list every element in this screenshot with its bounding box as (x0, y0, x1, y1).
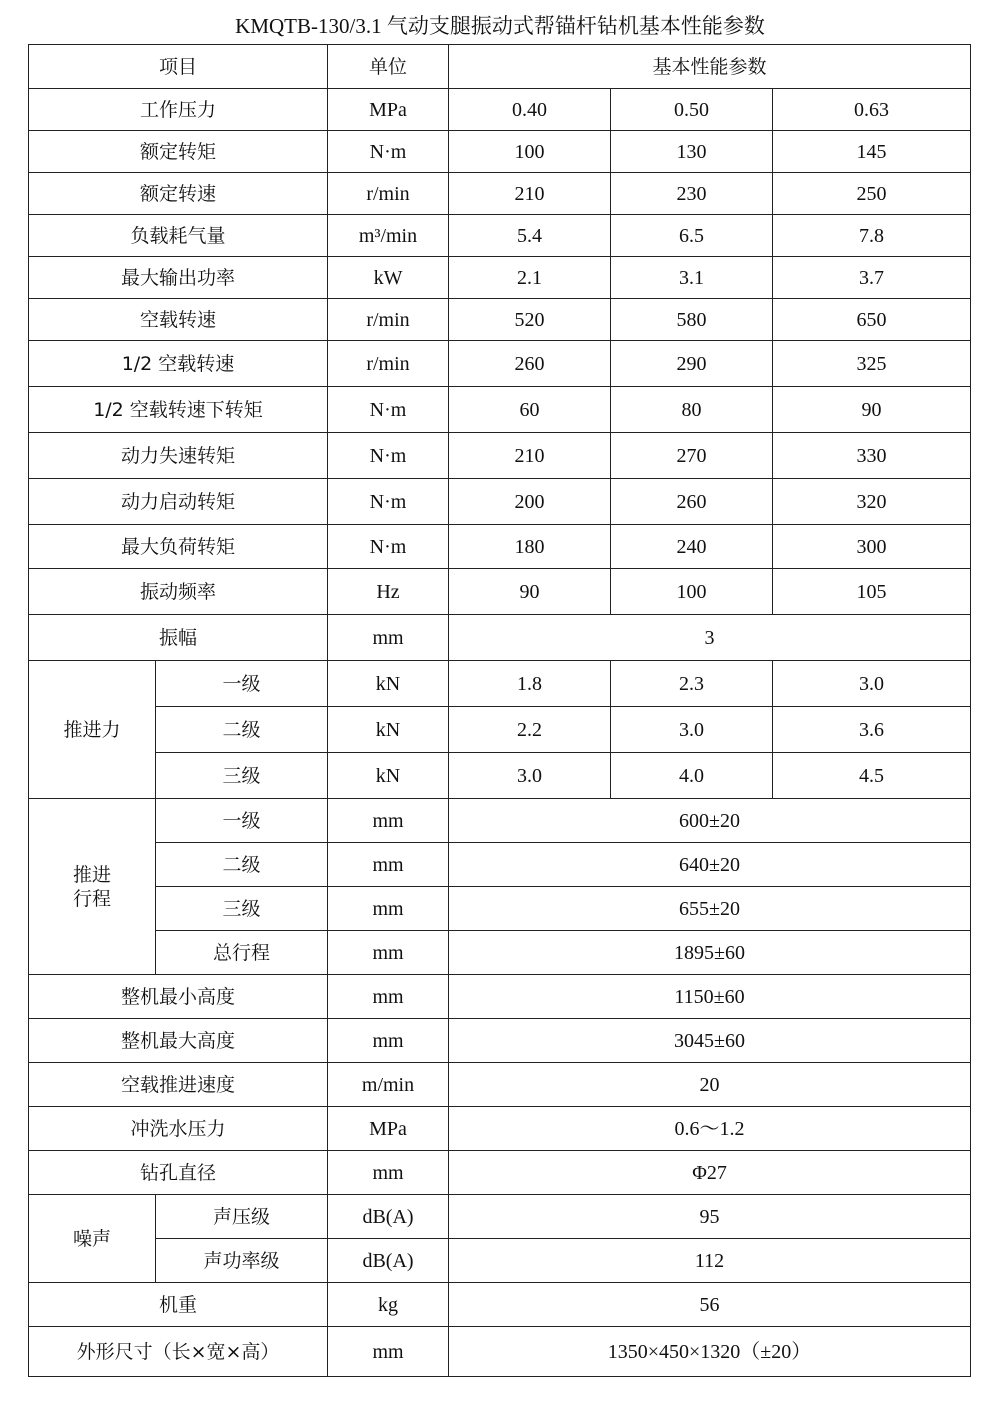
table-row (29, 1283, 971, 1327)
table-row (29, 843, 971, 887)
stroke-group-label-line2: 行程 (72, 887, 111, 910)
row-name: 动力启动转矩 (29, 479, 328, 525)
noise-group-label: 噪声 (29, 1195, 156, 1283)
row-value-3: 0.63 (773, 89, 971, 131)
row-unit: mm (328, 1151, 449, 1195)
row-sub-name: 一级 (156, 661, 328, 707)
row-value-1: 210 (449, 433, 611, 479)
table-row (29, 615, 971, 661)
row-name: 外形尺寸（长×宽×高） (29, 1327, 328, 1377)
row-unit: dB(A) (328, 1195, 449, 1239)
row-unit: mm (328, 1327, 449, 1377)
row-name: 工作压力 (29, 89, 328, 131)
row-unit: kW (328, 257, 449, 299)
row-name: 额定转矩 (29, 131, 328, 173)
row-sub-name: 二级 (156, 707, 328, 753)
row-value: 1895±60 (449, 931, 971, 975)
row-value-1: 90 (449, 569, 611, 615)
row-unit: N·m (328, 433, 449, 479)
table-row (29, 975, 971, 1019)
row-name: 整机最小高度 (29, 975, 328, 1019)
row-value-1: 210 (449, 173, 611, 215)
row-value-2: 100 (611, 569, 773, 615)
spec-table (28, 44, 971, 1377)
row-value-1: 2.1 (449, 257, 611, 299)
row-name: 1/2 空载转速下转矩 (29, 387, 328, 433)
row-unit: kN (328, 661, 449, 707)
row-name: 额定转速 (29, 173, 328, 215)
row-name: 最大负荷转矩 (29, 525, 328, 569)
table-row (29, 131, 971, 173)
row-sub-name: 一级 (156, 799, 328, 843)
row-value-1: 2.2 (449, 707, 611, 753)
row-value-1: 200 (449, 479, 611, 525)
row-value-3: 4.5 (773, 753, 971, 799)
row-value-2: 2.3 (611, 661, 773, 707)
row-value-3: 3.7 (773, 257, 971, 299)
row-value-3: 300 (773, 525, 971, 569)
table-row (29, 707, 971, 753)
table-row (29, 931, 971, 975)
table-row (29, 753, 971, 799)
row-sub-name: 声压级 (156, 1195, 328, 1239)
table-row (29, 341, 971, 387)
row-unit: mm (328, 1019, 449, 1063)
row-name: 最大输出功率 (29, 257, 328, 299)
row-value: 0.6～1.2 (449, 1107, 971, 1151)
row-value-2: 270 (611, 433, 773, 479)
row-name: 1/2 空载转速 (29, 341, 328, 387)
row-value-3: 3.0 (773, 661, 971, 707)
row-unit: mm (328, 799, 449, 843)
row-unit: MPa (328, 1107, 449, 1151)
row-value: 56 (449, 1283, 971, 1327)
row-value-3: 145 (773, 131, 971, 173)
row-sub-name: 总行程 (156, 931, 328, 975)
row-name: 空载转速 (29, 299, 328, 341)
row-unit: m/min (328, 1063, 449, 1107)
row-sub-name: 三级 (156, 887, 328, 931)
row-value-1: 100 (449, 131, 611, 173)
row-value: 640±20 (449, 843, 971, 887)
row-value-3: 105 (773, 569, 971, 615)
row-unit: kN (328, 753, 449, 799)
row-value-2: 80 (611, 387, 773, 433)
table-row (29, 433, 971, 479)
row-name: 空载推进速度 (29, 1063, 328, 1107)
row-value-1: 3.0 (449, 753, 611, 799)
row-unit: m³/min (328, 215, 449, 257)
header-item: 项目 (29, 45, 328, 89)
row-name: 冲洗水压力 (29, 1107, 328, 1151)
table-row (29, 479, 971, 525)
row-value-1: 260 (449, 341, 611, 387)
row-value-3: 90 (773, 387, 971, 433)
table-row (29, 387, 971, 433)
row-unit: mm (328, 615, 449, 661)
row-value-3: 325 (773, 341, 971, 387)
table-row (29, 1063, 971, 1107)
row-value: 1350×450×1320（±20） (449, 1327, 971, 1377)
row-value-1: 5.4 (449, 215, 611, 257)
row-value-1: 0.40 (449, 89, 611, 131)
row-unit: N·m (328, 479, 449, 525)
row-value: 3 (449, 615, 971, 661)
row-unit: Hz (328, 569, 449, 615)
row-sub-name: 声功率级 (156, 1239, 328, 1283)
table-row (29, 1107, 971, 1151)
row-value-2: 240 (611, 525, 773, 569)
row-unit: N·m (328, 131, 449, 173)
row-value-3: 250 (773, 173, 971, 215)
row-value-3: 330 (773, 433, 971, 479)
row-value: 655±20 (449, 887, 971, 931)
table-row (29, 1151, 971, 1195)
row-unit: mm (328, 843, 449, 887)
row-name: 钻孔直径 (29, 1151, 328, 1195)
row-value-3: 320 (773, 479, 971, 525)
row-unit: kg (328, 1283, 449, 1327)
row-unit: N·m (328, 525, 449, 569)
row-value-2: 4.0 (611, 753, 773, 799)
row-value-3: 650 (773, 299, 971, 341)
thrust-group-label: 推进力 (29, 661, 156, 799)
row-unit: N·m (328, 387, 449, 433)
row-value: 600±20 (449, 799, 971, 843)
row-unit: kN (328, 707, 449, 753)
header-unit: 单位 (328, 45, 449, 89)
row-unit: r/min (328, 299, 449, 341)
table-header-row (29, 45, 971, 89)
row-value-2: 3.0 (611, 707, 773, 753)
table-row (29, 1327, 971, 1377)
row-unit: r/min (328, 173, 449, 215)
row-value: Φ27 (449, 1151, 971, 1195)
row-name: 负载耗气量 (29, 215, 328, 257)
row-unit: dB(A) (328, 1239, 449, 1283)
row-value-1: 1.8 (449, 661, 611, 707)
header-params: 基本性能参数 (449, 45, 971, 89)
row-value: 20 (449, 1063, 971, 1107)
row-value-3: 3.6 (773, 707, 971, 753)
table-row (29, 257, 971, 299)
row-value: 95 (449, 1195, 971, 1239)
row-sub-name: 二级 (156, 843, 328, 887)
row-unit: mm (328, 975, 449, 1019)
row-value-2: 230 (611, 173, 773, 215)
row-name: 机重 (29, 1283, 328, 1327)
table-row (29, 525, 971, 569)
row-value-1: 520 (449, 299, 611, 341)
row-value-2: 290 (611, 341, 773, 387)
table-row (29, 1195, 971, 1239)
table-row (29, 299, 971, 341)
row-name: 动力失速转矩 (29, 433, 328, 479)
row-name: 整机最大高度 (29, 1019, 328, 1063)
row-unit: r/min (328, 341, 449, 387)
table-row (29, 887, 971, 931)
row-value: 112 (449, 1239, 971, 1283)
table-row (29, 1019, 971, 1063)
row-value-1: 180 (449, 525, 611, 569)
table-row (29, 89, 971, 131)
row-value-2: 580 (611, 299, 773, 341)
table-row (29, 569, 971, 615)
row-value-1: 60 (449, 387, 611, 433)
row-unit: MPa (328, 89, 449, 131)
row-value-2: 6.5 (611, 215, 773, 257)
row-unit: mm (328, 931, 449, 975)
row-value: 1150±60 (449, 975, 971, 1019)
row-value-2: 260 (611, 479, 773, 525)
table-row (29, 799, 971, 843)
row-value-2: 3.1 (611, 257, 773, 299)
row-sub-name: 三级 (156, 753, 328, 799)
row-value-2: 130 (611, 131, 773, 173)
page-title: KMQTB-130/3.1 气动支腿振动式帮锚杆钻机基本性能参数 (235, 14, 765, 38)
table-row (29, 173, 971, 215)
table-row (29, 661, 971, 707)
stroke-group-label-line1: 推进 (72, 863, 111, 886)
stroke-group-label (29, 799, 156, 975)
row-unit: mm (328, 887, 449, 931)
row-name: 振幅 (29, 615, 328, 661)
row-value: 3045±60 (449, 1019, 971, 1063)
table-row (29, 1239, 971, 1283)
row-name: 振动频率 (29, 569, 328, 615)
table-row (29, 215, 971, 257)
row-value-3: 7.8 (773, 215, 971, 257)
row-value-2: 0.50 (611, 89, 773, 131)
